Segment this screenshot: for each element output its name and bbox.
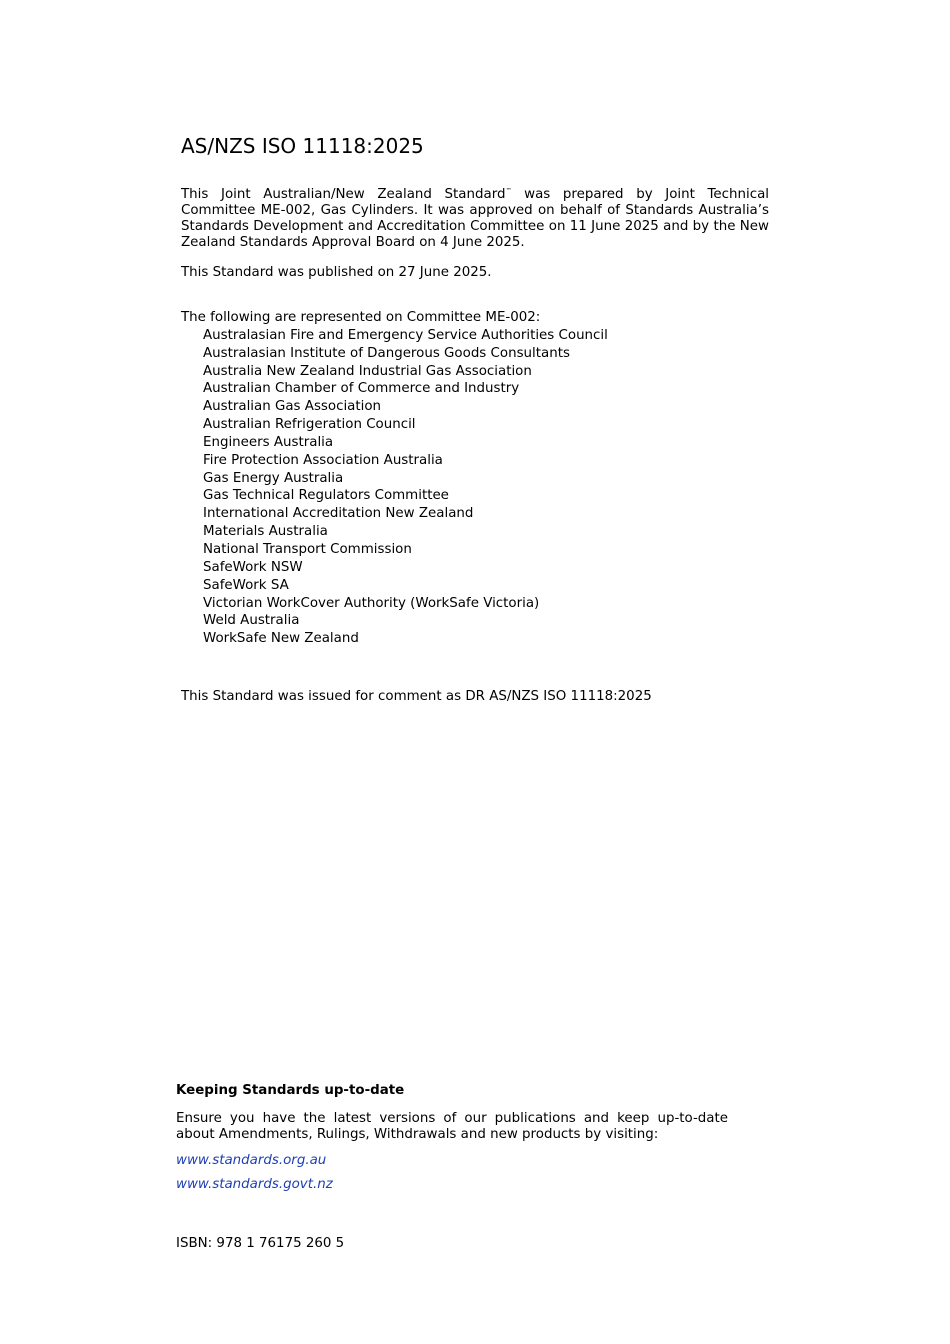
committee-section <box>181 309 608 648</box>
committee-member: Australian Refrigeration Council <box>203 417 416 433</box>
committee-member: Gas Energy Australia <box>203 470 344 486</box>
committee-member: SafeWork NSW <box>203 559 303 575</box>
published-date-paragraph: This Standard was published on 27 June 2025. <box>181 265 492 280</box>
committee-member: WorkSafe New Zealand <box>203 631 359 647</box>
committee-member: Australian Chamber of Commerce and Industry <box>203 381 520 397</box>
trademark-symbol: ™ <box>505 187 512 195</box>
intro-paragraph <box>181 187 769 251</box>
committee-member: Australasian Fire and Emergency Service Authorities Council <box>203 327 608 343</box>
standards-nz-link[interactable]: www.standards.govt.nz <box>176 1177 333 1192</box>
standards-au-link[interactable]: www.standards.org.au <box>176 1153 327 1168</box>
committee-member: Australian Gas Association <box>203 399 382 415</box>
committee-member: Materials Australia <box>203 524 328 540</box>
committee-heading: The following are represented on Committee ME-002: <box>181 310 541 325</box>
committee-member: SafeWork SA <box>203 577 289 593</box>
committee-member: Victorian WorkCover Authority (WorkSafe Victoria) <box>203 595 540 611</box>
committee-member: International Accreditation New Zealand <box>203 506 474 522</box>
committee-member: Weld Australia <box>203 613 300 629</box>
isbn-number: ISBN: 978 1 76175 260 5 <box>176 1236 345 1251</box>
keeping-standards-text: Ensure you have the latest versions of our publications and keep up-to-date about Amendments, Rulings, Withdrawals and new products by visiting: <box>176 1111 728 1142</box>
committee-member: Fire Protection Association Australia <box>203 452 443 468</box>
intro-text-end: was prepared by Joint Technical Committee ME-002, Gas Cylinders. It was approved on behalf of Standards Australia’s Standards Development and Accreditation Committee on 11 June 2025 and by the New Zealand Standards Approval Board on 4 June 2025. <box>181 187 770 250</box>
committee-member: Australasian Institute of Dangerous Goods Consultants <box>203 345 570 361</box>
committee-member: National Transport Commission <box>203 541 412 557</box>
comment-issue-paragraph: This Standard was issued for comment as DR AS/NZS ISO 11118:2025 <box>181 689 652 704</box>
committee-member-list <box>181 327 608 648</box>
committee-member: Australia New Zealand Industrial Gas Association <box>203 363 532 379</box>
committee-member: Gas Technical Regulators Committee <box>203 488 449 504</box>
document-title: AS/NZS ISO 11118:2025 <box>181 134 424 158</box>
keeping-standards-heading: Keeping Standards up-to-date <box>176 1083 405 1098</box>
committee-member: Engineers Australia <box>203 434 334 450</box>
intro-text-start: This Joint Australian/New Zealand Standard <box>181 187 506 202</box>
